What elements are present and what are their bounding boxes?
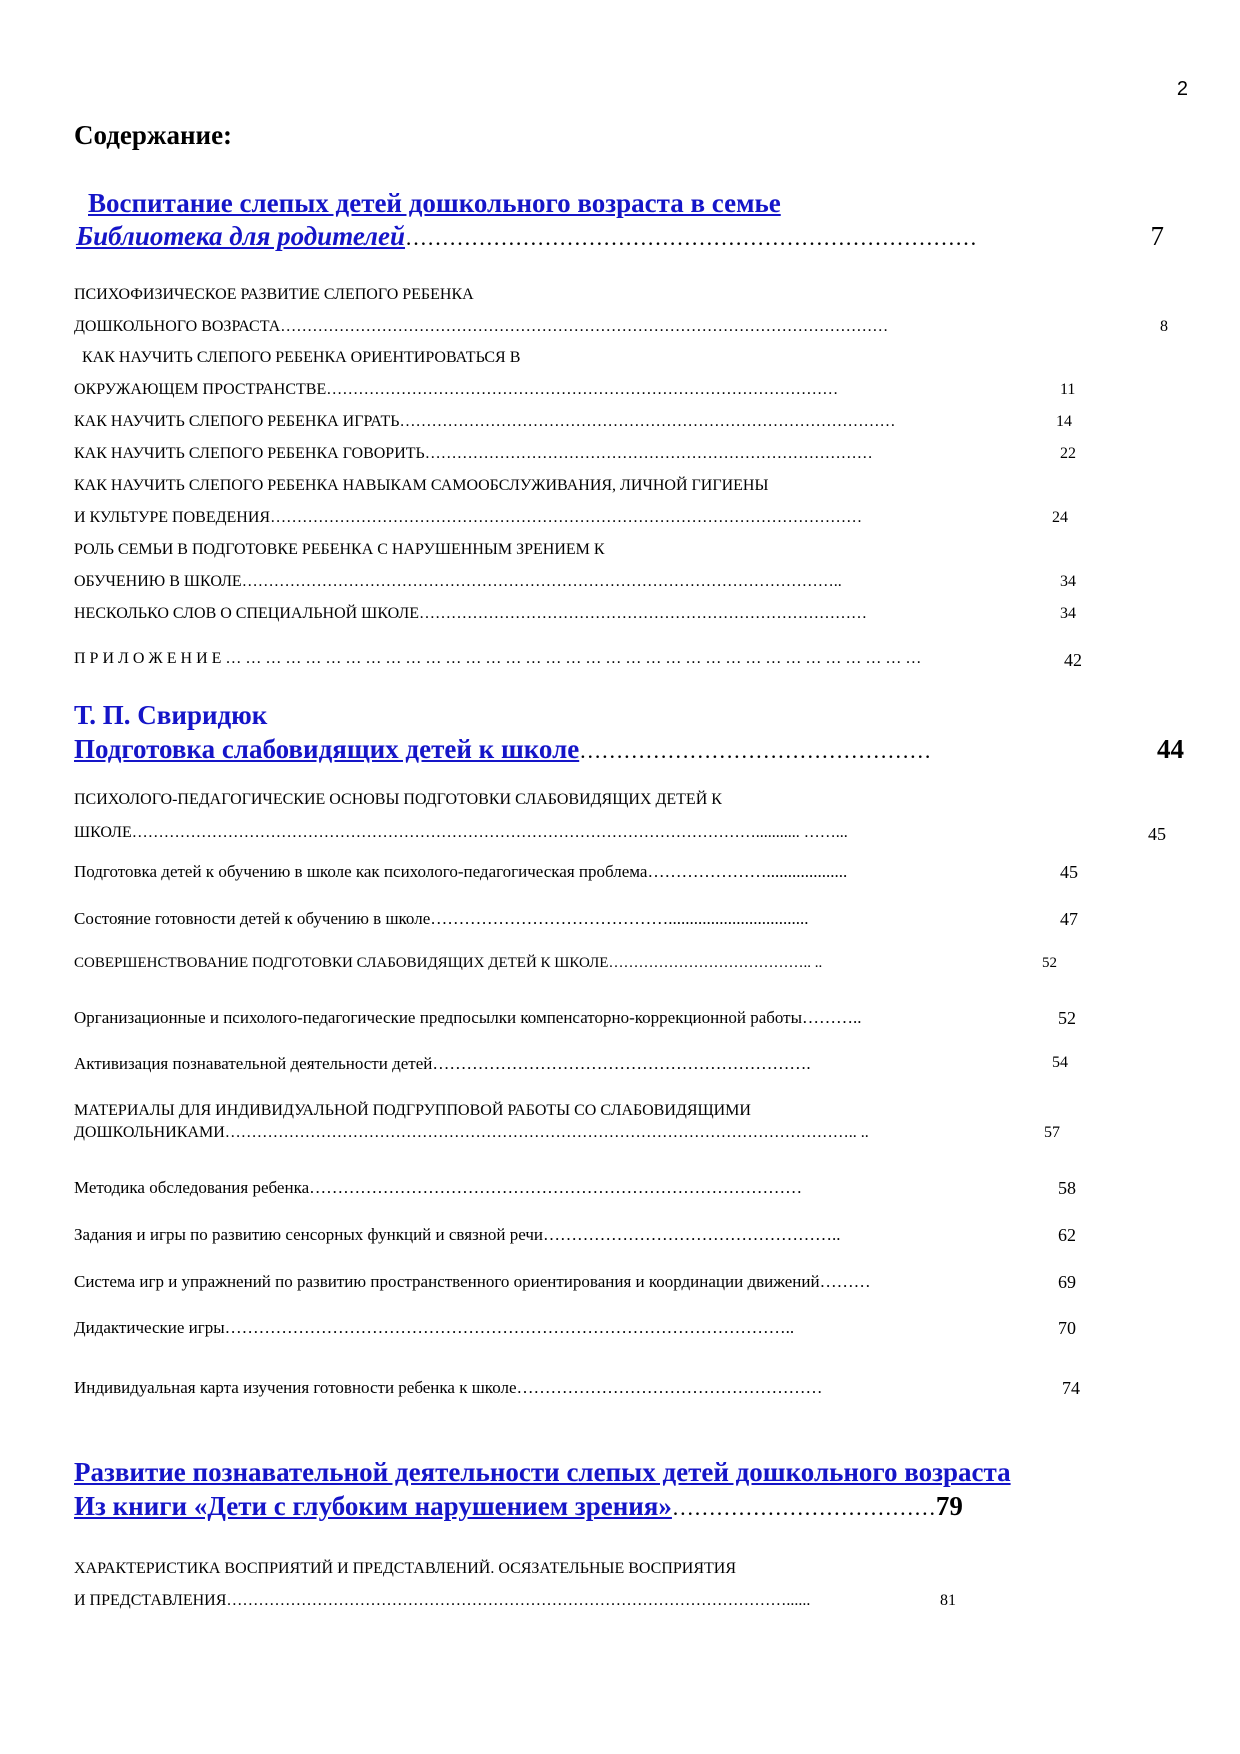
toc-entry-page: 70 — [1058, 1318, 1076, 1338]
section2-title-row — [74, 734, 1184, 765]
toc-entry-page: 58 — [1058, 1178, 1076, 1198]
toc-entry-page: 57 — [1044, 1124, 1060, 1141]
section3-page: 79 — [935, 1491, 963, 1521]
toc-entry-line: Организационные и психолого-педагогические предпосылки компенсаторно-коррекционной работы……….. — [74, 1008, 862, 1027]
toc-entry-line: Методика обследования ребенка…………………………………………………………………………… — [74, 1178, 803, 1197]
toc-entry-line: ПСИХОЛОГО-ПЕДАГОГИЧЕСКИЕ ОСНОВЫ ПОДГОТОВКИ СЛАБОВИДЯЩИХ ДЕТЕЙ К — [74, 791, 722, 808]
toc-entry-line: ПСИХОФИЗИЧЕСКОЕ РАЗВИТИЕ СЛЕПОГО РЕБЕНКА — [74, 286, 474, 303]
toc-entry-line: И КУЛЬТУРЕ ПОВЕДЕНИЯ………………………………………………………………………………………………… — [74, 509, 863, 526]
section3-subtitle-row — [74, 1491, 1134, 1522]
toc-entry-page: 45 — [1060, 862, 1078, 882]
toc-title: Содержание: — [74, 120, 233, 150]
section2-author: Т. П. Свиридюк — [74, 700, 268, 730]
toc-entry-page: 22 — [1060, 445, 1076, 462]
toc-entry-line: ДОШКОЛЬНОГО ВОЗРАСТА…………………………………………………………………………………………………… — [74, 318, 889, 335]
toc-entry-page: 34 — [1060, 605, 1076, 622]
section1-subtitle-row — [76, 221, 1186, 252]
toc-entry-line: Индивидуальная карта изучения готовности ребенка к школе……………………………………………… — [74, 1378, 823, 1397]
section2-leader: ………………………………………… — [579, 738, 932, 763]
section3-title-link[interactable]: Развитие познавательной деятельности слепых детей дошкольного возраста — [74, 1457, 1011, 1487]
toc-entry-line: КАК НАУЧИТЬ СЛЕПОГО РЕБЕНКА ГОВОРИТЬ………………………………………………………………………… — [74, 445, 873, 462]
toc-entry-line: КАК НАУЧИТЬ СЛЕПОГО РЕБЕНКА ИГРАТЬ………………………………………………………………………………… — [74, 413, 896, 430]
toc-entry-page: 62 — [1058, 1225, 1076, 1245]
page-number: 2 — [1176, 78, 1188, 100]
section1-page: 7 — [1150, 221, 1164, 251]
toc-entry-page: 45 — [1148, 824, 1166, 844]
section3-subtitle-link[interactable]: Из книги «Дети с глубоким нарушением зрения» — [74, 1491, 672, 1521]
toc-entry-line: ШКОЛЕ………………………………………………………………………………………………………........... ……... — [74, 824, 848, 841]
toc-entry-page: 81 — [940, 1592, 956, 1609]
toc-entry-line: Задания и игры по развитию сенсорных функций и связной речи…………………………………………….. — [74, 1225, 841, 1244]
toc-entry-line: Система игр и упражнений по развитию пространственного ориентирования и координации движений……… — [74, 1272, 871, 1291]
toc-entry-page: 47 — [1060, 909, 1078, 929]
toc-entry-page: 69 — [1058, 1272, 1076, 1292]
section1-subtitle-link[interactable]: Библиотека для родителей — [76, 221, 406, 251]
section1-title-link[interactable]: Воспитание слепых детей дошкольного возраста в семье — [88, 188, 781, 218]
toc-entry-page: 11 — [1060, 381, 1076, 398]
toc-entry-page: 52 — [1042, 955, 1057, 971]
toc-entry-line: И ПРЕДСТАВЛЕНИЯ……………………………………………………………………………………………...... — [74, 1592, 811, 1609]
section2-title-link[interactable]: Подготовка слабовидящих детей к школе — [74, 734, 580, 764]
section1-leader: …………………………………………………………………… — [405, 225, 978, 250]
section3-leader: ……………………………… — [671, 1495, 936, 1520]
toc-entry-line: ОБУЧЕНИЮ В ШКОЛЕ………………………………………………………………………………………………….. — [74, 573, 842, 590]
toc-entry-page: 52 — [1058, 1008, 1076, 1028]
toc-entry-page: 8 — [1160, 318, 1168, 335]
toc-entry-line: РОЛЬ СЕМЬИ В ПОДГОТОВКЕ РЕБЕНКА С НАРУШЕННЫМ ЗРЕНИЕМ К — [74, 541, 605, 558]
toc-entry-line: Активизация познавательной деятельности детей…………………………………………………………. — [74, 1054, 811, 1073]
toc-entry-line: ОКРУЖАЮЩЕМ ПРОСТРАНСТВЕ…………………………………………………………………………………… — [74, 381, 839, 398]
toc-entry-line: КАК НАУЧИТЬ СЛЕПОГО РЕБЕНКА НАВЫКАМ САМООБСЛУЖИВАНИЯ, ЛИЧНОЙ ГИГИЕНЫ — [74, 477, 769, 494]
toc-entry-line: СОВЕРШЕНСТВОВАНИЕ ПОДГОТОВКИ СЛАБОВИДЯЩИХ ДЕТЕЙ К ШКОЛЕ………………………………….. .. — [74, 955, 823, 971]
toc-entry-line: МАТЕРИАЛЫ ДЛЯ ИНДИВИДУАЛЬНОЙ ПОДГРУППОВОЙ РАБОТЫ СО СЛАБОВИДЯЩИМИ — [74, 1102, 751, 1119]
toc-entry-line: Дидактические игры……………………………………………………………………………………….. — [74, 1318, 795, 1337]
toc-entry-line: П Р И Л О Ж Е Н И Е … … … … … … … … … … … … … … … … … … … … … … … … … … … … … … … … … … … — [74, 650, 922, 667]
toc-entry-line: ДОШКОЛЬНИКАМИ……………………………………………………………………………………………………….. .. — [74, 1124, 869, 1141]
toc-entry-page: 74 — [1062, 1378, 1080, 1398]
toc-entry-page: 54 — [1052, 1054, 1068, 1071]
toc-entry-line: Подготовка детей к обучению в школе как психолого-педагогическая проблема…………………................... — [74, 862, 848, 881]
toc-entry-page: 24 — [1052, 509, 1068, 526]
toc-entry-page: 14 — [1056, 413, 1072, 430]
toc-entry-line: Состояние готовности детей к обучению в школе……………………………………................................. — [74, 909, 809, 928]
section2-page: 44 — [1157, 734, 1184, 764]
toc-entry-line: НЕСКОЛЬКО СЛОВ О СПЕЦИАЛЬНОЙ ШКОЛЕ………………………………………………………………………… — [74, 605, 867, 622]
toc-entry-page: 42 — [1064, 650, 1082, 670]
toc-entry-line: КАК НАУЧИТЬ СЛЕПОГО РЕБЕНКА ОРИЕНТИРОВАТЬСЯ В — [82, 349, 521, 366]
toc-entry-line: ХАРАКТЕРИСТИКА ВОСПРИЯТИЙ И ПРЕДСТАВЛЕНИЙ. ОСЯЗАТЕЛЬНЫЕ ВОСПРИЯТИЯ — [74, 1560, 737, 1577]
toc-entry-page: 34 — [1060, 573, 1076, 590]
